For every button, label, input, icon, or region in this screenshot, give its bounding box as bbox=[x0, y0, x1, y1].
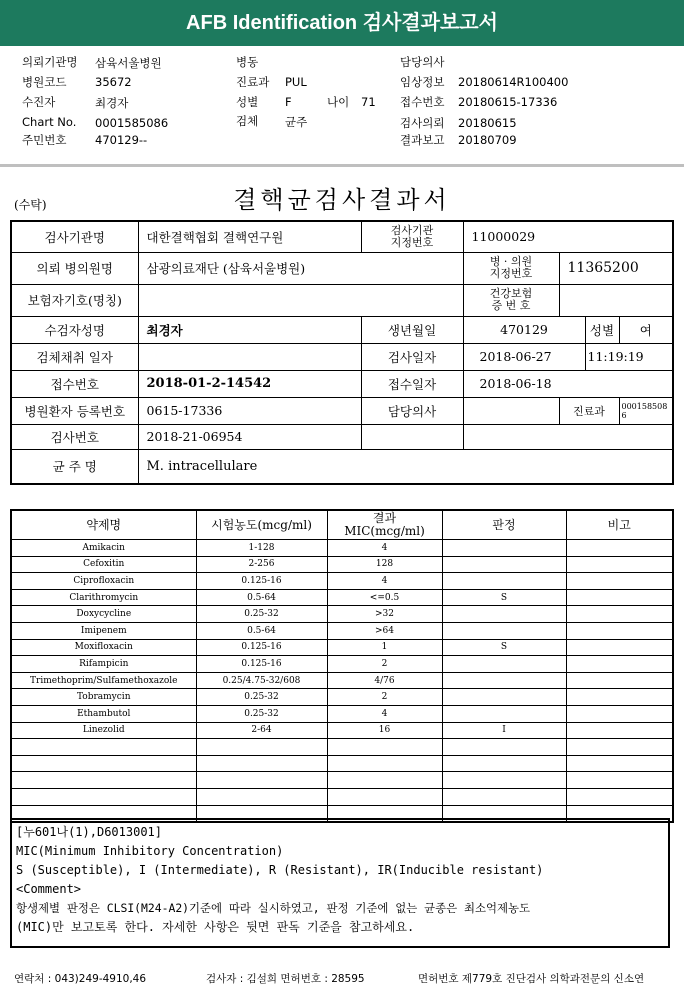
drug-mic-cell: 4 bbox=[327, 540, 442, 557]
drug-interp-cell: I bbox=[442, 722, 566, 739]
receipt-date-label: 접수일자 bbox=[361, 370, 463, 397]
drug-drug-cell: Amikacin bbox=[11, 540, 196, 557]
test-date-value: 2018-06-27 bbox=[463, 343, 585, 370]
document-title: 결핵균검사결과서 bbox=[233, 186, 451, 214]
patient-label: 수진자 bbox=[22, 95, 56, 109]
drug-interp-cell: S bbox=[442, 589, 566, 606]
dept-label: 진료과 bbox=[236, 75, 270, 89]
accession-value: 20180615-17336 bbox=[458, 95, 558, 109]
insurer-value bbox=[138, 284, 463, 316]
drug-note-cell bbox=[566, 739, 673, 756]
health-insurance-label: 건강보험 증 번 호 bbox=[463, 284, 559, 316]
code-label: 병원코드 bbox=[22, 75, 67, 89]
department-value: 0001585086 bbox=[619, 397, 673, 424]
drug-mic-cell bbox=[327, 788, 442, 805]
drug-row bbox=[11, 639, 673, 656]
drug-drug-cell bbox=[11, 755, 196, 772]
footer-examiner: 검사자 : 김설희 면허번호 : 28595 bbox=[206, 973, 365, 985]
drug-drug-cell: Clarithromycin bbox=[11, 589, 196, 606]
drug-mic-cell: <=0.5 bbox=[327, 589, 442, 606]
drug-note-cell bbox=[566, 573, 673, 590]
drug-range-cell: 0.25-32 bbox=[196, 689, 327, 706]
drug-drug-cell: Moxifloxacin bbox=[11, 639, 196, 656]
health-insurance-value bbox=[559, 284, 673, 316]
sex-label: 성별 bbox=[236, 95, 259, 109]
drug-range-cell: 1-128 bbox=[196, 540, 327, 557]
drug-note-cell bbox=[566, 606, 673, 623]
drug-mic-cell: 4 bbox=[327, 573, 442, 590]
drug-mic-cell: 16 bbox=[327, 722, 442, 739]
drug-note-cell bbox=[566, 705, 673, 722]
drug-range-cell bbox=[196, 788, 327, 805]
drug-drug-cell: Trimethoprim/Sulfamethoxazole bbox=[11, 672, 196, 689]
notes-line: 항생제별 판정은 CLSI(M24-A2)기준에 따라 실시하였고, 판정 기준에 없는 균종은 최소억제농도 bbox=[16, 901, 530, 915]
drug-mic-cell: 4 bbox=[327, 705, 442, 722]
patient-form-table bbox=[10, 220, 674, 485]
drug-row bbox=[11, 656, 673, 673]
drug-row bbox=[11, 755, 673, 772]
registration-no-value: 0615-17336 bbox=[138, 397, 361, 424]
drug-note-cell bbox=[566, 672, 673, 689]
attending-doctor-value bbox=[463, 397, 559, 424]
report-header-title: AFB Identification 검사결과보고서 bbox=[0, 0, 684, 46]
drug-interp-cell bbox=[442, 788, 566, 805]
susceptibility-table bbox=[10, 509, 674, 823]
drug-mic-cell bbox=[327, 772, 442, 789]
insurer-label: 보험자기호(명칭) bbox=[11, 284, 138, 316]
req-hospital-value: 삼광의료재단 (삼육서울병원) bbox=[138, 252, 463, 284]
ward-label: 병동 bbox=[236, 55, 259, 69]
drug-interp-cell bbox=[442, 606, 566, 623]
dept-value: PUL bbox=[285, 75, 307, 89]
drug-drug-cell: Ethambutol bbox=[11, 705, 196, 722]
drug-mic-cell: 2 bbox=[327, 689, 442, 706]
drug-drug-cell: Linezolid bbox=[11, 722, 196, 739]
department-label: 진료과 bbox=[559, 397, 619, 424]
drug-range-cell: 0.25-32 bbox=[196, 606, 327, 623]
drug-row bbox=[11, 689, 673, 706]
range-header: 시험농도(mcg/ml) bbox=[196, 510, 327, 540]
request-label: 검사의뢰 bbox=[400, 116, 445, 130]
specimen-label: 검체 bbox=[236, 114, 259, 128]
drug-mic-cell: 128 bbox=[327, 556, 442, 573]
drug-note-cell bbox=[566, 622, 673, 639]
report-value: 20180709 bbox=[458, 133, 517, 147]
drug-range-cell: 0.5-64 bbox=[196, 622, 327, 639]
notes-line: S (Susceptible), I (Intermediate), R (Resistant), IR(Inducible resistant) bbox=[16, 863, 544, 877]
request-value: 20180615 bbox=[458, 116, 517, 130]
drug-interp-cell bbox=[442, 573, 566, 590]
drug-range-cell: 0.125-16 bbox=[196, 639, 327, 656]
age-value: 71 bbox=[361, 95, 376, 109]
drug-row bbox=[11, 722, 673, 739]
collect-date-label: 검체채취 일자 bbox=[11, 343, 138, 370]
drug-row bbox=[11, 606, 673, 623]
gender-value: 여 bbox=[619, 316, 673, 343]
strain-label: 균 주 명 bbox=[11, 449, 138, 484]
note-header: 비고 bbox=[566, 510, 673, 540]
report-label: 결과보고 bbox=[400, 133, 445, 147]
drug-mic-cell: 1 bbox=[327, 639, 442, 656]
req-hospital-label: 의뢰 병의원명 bbox=[11, 252, 138, 284]
rrn-label: 주민번호 bbox=[22, 133, 67, 147]
clinic-no-value: 11365200 bbox=[559, 252, 673, 284]
strain-value: M. intracellulare bbox=[138, 449, 673, 484]
drug-interp-cell bbox=[442, 755, 566, 772]
notes-line: <Comment> bbox=[16, 882, 82, 896]
drug-drug-cell: Doxycycline bbox=[11, 606, 196, 623]
drug-interp-cell bbox=[442, 672, 566, 689]
test-date-label: 검사일자 bbox=[361, 343, 463, 370]
empty-cell bbox=[361, 424, 463, 449]
drug-interp-cell bbox=[442, 540, 566, 557]
drug-note-cell bbox=[566, 755, 673, 772]
drug-interp-cell bbox=[442, 622, 566, 639]
drug-row bbox=[11, 739, 673, 756]
mic-header: 결과 MIC(mcg/ml) bbox=[327, 510, 442, 540]
drug-row bbox=[11, 772, 673, 789]
drug-mic-cell bbox=[327, 755, 442, 772]
drug-range-cell bbox=[196, 755, 327, 772]
clinic-no-label: 병 · 의원 지정번호 bbox=[463, 252, 559, 284]
notes-code: [누601나(1),D6013001] bbox=[16, 825, 163, 839]
receipt-no-value: 2018-01-2-14542 bbox=[138, 370, 361, 397]
doctor-label: 담당의사 bbox=[400, 55, 445, 69]
drug-row bbox=[11, 705, 673, 722]
drug-range-cell: 2-64 bbox=[196, 722, 327, 739]
document-type: (수탁) bbox=[14, 198, 47, 212]
drug-range-cell: 0.5-64 bbox=[196, 589, 327, 606]
drug-interp-cell bbox=[442, 772, 566, 789]
rrn-value: 470129-- bbox=[95, 133, 148, 147]
drug-drug-cell bbox=[11, 772, 196, 789]
drug-mic-cell bbox=[327, 739, 442, 756]
drug-drug-cell: Cefoxitin bbox=[11, 556, 196, 573]
clinical-label: 임상정보 bbox=[400, 75, 445, 89]
drug-row bbox=[11, 788, 673, 805]
lab-no-value: 11000029 bbox=[463, 221, 673, 252]
notes-box bbox=[10, 818, 670, 948]
sex-value: F bbox=[285, 95, 292, 109]
drug-note-cell bbox=[566, 656, 673, 673]
drug-interp-cell bbox=[442, 689, 566, 706]
drug-note-cell bbox=[566, 556, 673, 573]
drug-note-cell bbox=[566, 788, 673, 805]
drug-mic-cell: >64 bbox=[327, 622, 442, 639]
drug-drug-cell: Imipenem bbox=[11, 622, 196, 639]
drug-note-cell bbox=[566, 540, 673, 557]
drug-mic-cell: >32 bbox=[327, 606, 442, 623]
drug-interp-cell bbox=[442, 556, 566, 573]
chart-label: Chart No. bbox=[22, 115, 77, 129]
drug-row bbox=[11, 556, 673, 573]
drug-range-cell: 2-256 bbox=[196, 556, 327, 573]
code-value: 35672 bbox=[95, 75, 132, 89]
drug-note-cell bbox=[566, 689, 673, 706]
notes-line: (MIC)만 보고토록 한다. 자세한 사항은 뒷면 판독 기준을 참고하세요. bbox=[16, 920, 415, 934]
patient-value: 최경자 bbox=[95, 96, 129, 110]
drug-range-cell: 0.125-16 bbox=[196, 656, 327, 673]
drug-range-cell bbox=[196, 739, 327, 756]
age-label: 나이 bbox=[327, 95, 350, 109]
drug-drug-cell bbox=[11, 788, 196, 805]
drug-note-cell bbox=[566, 639, 673, 656]
interpretation-header: 판정 bbox=[442, 510, 566, 540]
clinical-value: 20180614R100400 bbox=[458, 75, 569, 89]
receipt-no-label: 접수번호 bbox=[11, 370, 138, 397]
notes-line: MIC(Minimum Inhibitory Concentration) bbox=[16, 844, 284, 858]
receipt-date-value: 2018-06-18 bbox=[463, 370, 673, 397]
hospital-label: 의뢰기관명 bbox=[22, 55, 78, 69]
accession-label: 접수번호 bbox=[400, 95, 445, 109]
footer-license: 면허번호 제779호 진단검사 의학과전문의 신소연 bbox=[418, 973, 645, 985]
empty-cell bbox=[463, 424, 673, 449]
dob-value: 470129 bbox=[463, 316, 585, 343]
collect-date-value bbox=[138, 343, 361, 370]
drug-note-cell bbox=[566, 722, 673, 739]
chart-value: 0001585086 bbox=[95, 116, 169, 130]
drug-interp-cell bbox=[442, 739, 566, 756]
drug-drug-cell bbox=[11, 739, 196, 756]
specimen-value: 균주 bbox=[285, 115, 308, 129]
gender-label: 성별 bbox=[585, 316, 619, 343]
hospital-value: 삼육서울병원 bbox=[95, 56, 162, 70]
drug-row bbox=[11, 622, 673, 639]
lab-no-label: 검사기관 지정번호 bbox=[361, 221, 463, 252]
drug-header: 약제명 bbox=[11, 510, 196, 540]
drug-range-cell bbox=[196, 772, 327, 789]
test-no-value: 2018-21-06954 bbox=[138, 424, 361, 449]
drug-interp-cell bbox=[442, 656, 566, 673]
drug-drug-cell: Tobramycin bbox=[11, 689, 196, 706]
drug-range-cell: 0.25/4.75-32/608 bbox=[196, 672, 327, 689]
drug-drug-cell: Ciprofloxacin bbox=[11, 573, 196, 590]
lab-name-value: 대한결핵협회 결핵연구원 bbox=[138, 221, 361, 252]
drug-row bbox=[11, 589, 673, 606]
attending-doctor-label: 담당의사 bbox=[361, 397, 463, 424]
drug-interp-cell bbox=[442, 705, 566, 722]
drug-row bbox=[11, 573, 673, 590]
registration-no-label: 병원환자 등록번호 bbox=[11, 397, 138, 424]
drug-mic-cell: 4/76 bbox=[327, 672, 442, 689]
drug-interp-cell: S bbox=[442, 639, 566, 656]
footer-contact: 연락처 : 043)249-4910,46 bbox=[14, 973, 147, 985]
patient-name-value: 최경자 bbox=[138, 316, 361, 343]
section-divider bbox=[0, 164, 684, 167]
drug-row bbox=[11, 672, 673, 689]
drug-range-cell: 0.25-32 bbox=[196, 705, 327, 722]
dob-label: 생년월일 bbox=[361, 316, 463, 343]
drug-mic-cell: 2 bbox=[327, 656, 442, 673]
patient-name-label: 수검자성명 bbox=[11, 316, 138, 343]
test-no-label: 검사번호 bbox=[11, 424, 138, 449]
drug-drug-cell: Rifampicin bbox=[11, 656, 196, 673]
drug-row bbox=[11, 540, 673, 557]
lab-name-label: 검사기관명 bbox=[11, 221, 138, 252]
drug-note-cell bbox=[566, 589, 673, 606]
drug-note-cell bbox=[566, 772, 673, 789]
test-time-value: 11:19:19 bbox=[585, 343, 673, 370]
drug-range-cell: 0.125-16 bbox=[196, 573, 327, 590]
